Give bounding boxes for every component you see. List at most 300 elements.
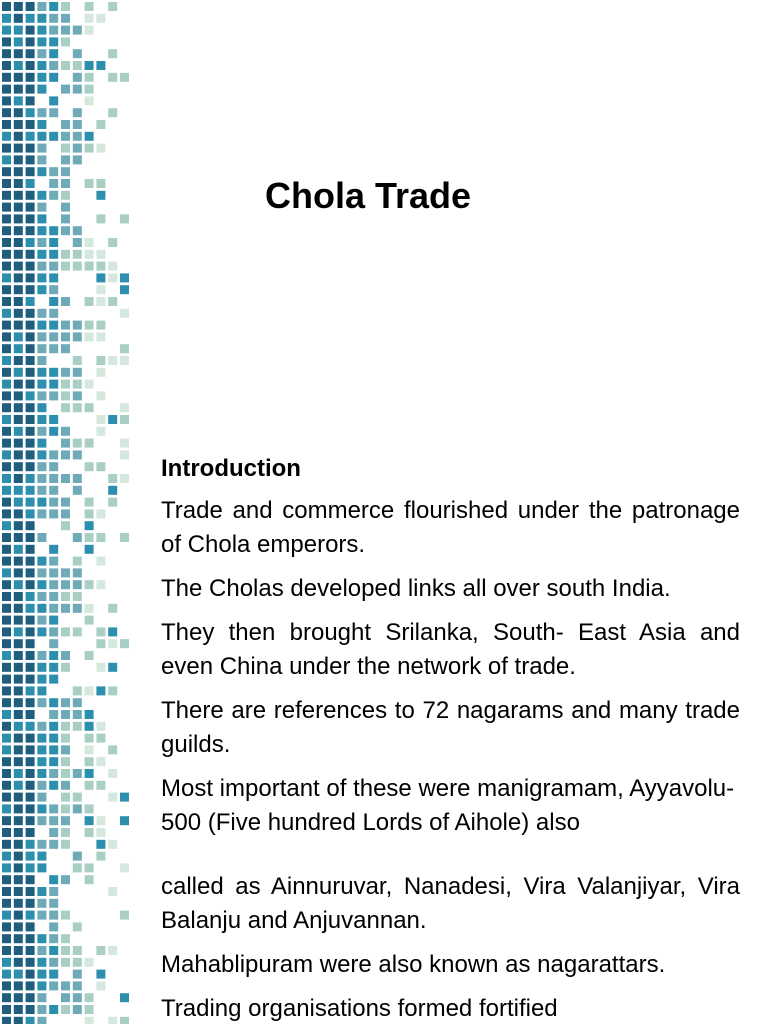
mosaic-tile xyxy=(2,498,11,507)
mosaic-tile xyxy=(61,993,70,1002)
mosaic-tile xyxy=(2,415,11,424)
mosaic-tile xyxy=(108,639,117,648)
mosaic-tile xyxy=(14,804,23,813)
mosaic-tile xyxy=(85,321,94,330)
mosaic-tile xyxy=(2,26,11,35)
mosaic-tile xyxy=(85,1005,94,1014)
mosaic-tile xyxy=(14,285,23,294)
mosaic-tile xyxy=(2,474,11,483)
mosaic-tile xyxy=(37,356,46,365)
mosaic-tile xyxy=(61,250,70,259)
mosaic-tile xyxy=(2,309,11,318)
mosaic-tile xyxy=(14,120,23,129)
mosaic-tile xyxy=(96,509,105,518)
mosaic-tile xyxy=(2,2,11,11)
mosaic-tile xyxy=(2,14,11,23)
mosaic-tile xyxy=(14,722,23,731)
mosaic-tile xyxy=(61,828,70,837)
mosaic-tile xyxy=(108,262,117,271)
mosaic-tile xyxy=(26,37,35,46)
mosaic-tile xyxy=(26,922,35,931)
mosaic-tile xyxy=(26,663,35,672)
mosaic-tile xyxy=(96,734,105,743)
mosaic-tile xyxy=(49,297,58,306)
mosaic-tile xyxy=(37,734,46,743)
mosaic-tile xyxy=(61,509,70,518)
mosaic-tile xyxy=(14,439,23,448)
mosaic-tile xyxy=(61,450,70,459)
mosaic-tile xyxy=(14,37,23,46)
mosaic-tile xyxy=(14,852,23,861)
mosaic-tile xyxy=(37,250,46,259)
mosaic-tile xyxy=(14,132,23,141)
mosaic-tile xyxy=(26,73,35,82)
mosaic-tile xyxy=(73,238,82,247)
mosaic-tile xyxy=(2,639,11,648)
mosaic-tile xyxy=(108,840,117,849)
mosaic-tile xyxy=(61,1005,70,1014)
mosaic-tile xyxy=(73,226,82,235)
mosaic-tile xyxy=(85,722,94,731)
mosaic-tile xyxy=(14,580,23,589)
mosaic-tile xyxy=(73,61,82,70)
mosaic-tile xyxy=(73,804,82,813)
mosaic-tile xyxy=(2,981,11,990)
mosaic-tile xyxy=(73,557,82,566)
mosaic-tile xyxy=(37,722,46,731)
mosaic-tile xyxy=(14,840,23,849)
mosaic-tile xyxy=(2,73,11,82)
mosaic-tile xyxy=(61,911,70,920)
mosaic-tile xyxy=(120,533,129,542)
mosaic-tile xyxy=(14,462,23,471)
mosaic-tile xyxy=(2,545,11,554)
mosaic-tile xyxy=(2,61,11,70)
mosaic-tile xyxy=(37,427,46,436)
mosaic-tile xyxy=(2,155,11,164)
slide-title: Chola Trade xyxy=(265,175,472,216)
mosaic-tile xyxy=(2,108,11,117)
mosaic-tile xyxy=(14,651,23,660)
mosaic-tile xyxy=(73,262,82,271)
mosaic-tile xyxy=(73,132,82,141)
mosaic-tile xyxy=(37,144,46,153)
mosaic-tile xyxy=(49,781,58,790)
mosaic-tile xyxy=(73,403,82,412)
mosaic-tile xyxy=(85,509,94,518)
mosaic-tile xyxy=(85,14,94,23)
mosaic-tile xyxy=(85,132,94,141)
mosaic-tile xyxy=(26,934,35,943)
mosaic-tile xyxy=(49,37,58,46)
mosaic-tile xyxy=(26,557,35,566)
mosaic-tile xyxy=(14,321,23,330)
mosaic-tile xyxy=(96,297,105,306)
mosaic-tile xyxy=(96,356,105,365)
mosaic-tile xyxy=(96,781,105,790)
mosaic-tile xyxy=(49,745,58,754)
mosaic-tile xyxy=(73,144,82,153)
mosaic-tile xyxy=(2,580,11,589)
mosaic-tile xyxy=(26,710,35,719)
mosaic-tile xyxy=(14,745,23,754)
mosaic-tile xyxy=(49,663,58,672)
mosaic-tile xyxy=(108,297,117,306)
mosaic-tile xyxy=(37,85,46,94)
mosaic-tile xyxy=(2,37,11,46)
mosaic-tile xyxy=(108,73,117,82)
mosaic-tile xyxy=(120,214,129,223)
mosaic-tile xyxy=(96,191,105,200)
mosaic-tile xyxy=(14,73,23,82)
mosaic-tile xyxy=(2,698,11,707)
mosaic-tile xyxy=(14,710,23,719)
mosaic-tile xyxy=(37,863,46,872)
mosaic-tile xyxy=(61,568,70,577)
mosaic-tile xyxy=(49,49,58,58)
mosaic-tile xyxy=(14,698,23,707)
mosaic-tile xyxy=(14,380,23,389)
mosaic-tile xyxy=(61,427,70,436)
mosaic-tile xyxy=(26,993,35,1002)
mosaic-tile xyxy=(26,191,35,200)
mosaic-tile xyxy=(26,840,35,849)
mosaic-tile xyxy=(14,922,23,931)
mosaic-tile xyxy=(14,970,23,979)
mosaic-tile xyxy=(85,616,94,625)
mosaic-tile xyxy=(37,14,46,23)
mosaic-tile xyxy=(14,108,23,117)
mosaic-tile xyxy=(96,627,105,636)
mosaic-tile xyxy=(26,238,35,247)
mosaic-tile xyxy=(96,970,105,979)
mosaic-tile xyxy=(37,911,46,920)
mosaic-tile xyxy=(61,592,70,601)
mosaic-tile xyxy=(61,875,70,884)
mosaic-tile xyxy=(61,722,70,731)
mosaic-tile xyxy=(49,816,58,825)
mosaic-tile xyxy=(49,73,58,82)
mosaic-tile xyxy=(2,887,11,896)
mosaic-tile xyxy=(2,946,11,955)
mosaic-tile xyxy=(2,427,11,436)
mosaic-tile xyxy=(26,793,35,802)
mosaic-tile xyxy=(85,604,94,613)
mosaic-tile xyxy=(61,262,70,271)
mosaic-tile xyxy=(73,568,82,577)
mosaic-tile xyxy=(85,238,94,247)
mosaic-tile xyxy=(85,757,94,766)
mosaic-tile xyxy=(85,804,94,813)
mosaic-tile xyxy=(2,816,11,825)
mosaic-tile xyxy=(61,521,70,530)
mosaic-tile xyxy=(2,663,11,672)
mosaic-tile xyxy=(2,958,11,967)
mosaic-tile xyxy=(37,49,46,58)
mosaic-tile xyxy=(14,592,23,601)
mosaic-tile xyxy=(14,498,23,507)
mosaic-tile xyxy=(49,651,58,660)
mosaic-tile xyxy=(14,934,23,943)
mosaic-tile xyxy=(37,155,46,164)
mosaic-tile xyxy=(37,616,46,625)
mosaic-tile xyxy=(37,804,46,813)
mosaic-tile xyxy=(26,403,35,412)
mosaic-tile xyxy=(61,203,70,212)
mosaic-tile xyxy=(61,380,70,389)
mosaic-tile xyxy=(120,863,129,872)
mosaic-tile xyxy=(37,852,46,861)
mosaic-tile xyxy=(61,439,70,448)
mosaic-tile xyxy=(96,262,105,271)
decorative-mosaic xyxy=(0,0,130,1024)
mosaic-tile xyxy=(73,686,82,695)
mosaic-tile xyxy=(26,769,35,778)
mosaic-tile xyxy=(37,557,46,566)
mosaic-tile xyxy=(26,686,35,695)
mosaic-tile xyxy=(37,368,46,377)
mosaic-tile xyxy=(37,415,46,424)
mosaic-tile xyxy=(61,734,70,743)
mosaic-tile xyxy=(73,852,82,861)
mosaic-tile xyxy=(26,981,35,990)
mosaic-tile xyxy=(37,793,46,802)
mosaic-tile xyxy=(14,474,23,483)
mosaic-tile xyxy=(26,946,35,955)
mosaic-tile xyxy=(26,651,35,660)
mosaic-tile xyxy=(85,580,94,589)
mosaic-tile xyxy=(85,781,94,790)
mosaic-tile xyxy=(26,568,35,577)
mosaic-tile xyxy=(2,167,11,176)
mosaic-tile xyxy=(61,710,70,719)
mosaic-tile xyxy=(85,262,94,271)
mosaic-tile xyxy=(73,120,82,129)
mosaic-tile xyxy=(26,852,35,861)
mosaic-tile xyxy=(73,793,82,802)
paragraph: Trade and commerce flourished under the patronage of Chola emperors. xyxy=(161,497,740,558)
mosaic-tile xyxy=(37,757,46,766)
mosaic-tile xyxy=(26,439,35,448)
mosaic-tile xyxy=(2,297,11,306)
mosaic-tile xyxy=(37,462,46,471)
mosaic-tile xyxy=(61,26,70,35)
mosaic-tile xyxy=(26,698,35,707)
mosaic-tile xyxy=(14,816,23,825)
mosaic-tile xyxy=(37,533,46,542)
mosaic-tile xyxy=(14,427,23,436)
mosaic-tile xyxy=(61,321,70,330)
mosaic-tile xyxy=(61,403,70,412)
mosaic-tile xyxy=(61,332,70,341)
mosaic-tile xyxy=(37,273,46,282)
mosaic-tile xyxy=(61,793,70,802)
mosaic-tile xyxy=(61,155,70,164)
mosaic-tile xyxy=(26,639,35,648)
mosaic-tile xyxy=(49,498,58,507)
mosaic-tile xyxy=(85,875,94,884)
mosaic-tile xyxy=(49,804,58,813)
mosaic-tile xyxy=(49,580,58,589)
mosaic-tile xyxy=(85,993,94,1002)
mosaic-tile xyxy=(26,96,35,105)
mosaic-tile xyxy=(85,958,94,967)
mosaic-tile xyxy=(96,533,105,542)
mosaic-tile xyxy=(14,875,23,884)
mosaic-tile xyxy=(26,14,35,23)
mosaic-tile xyxy=(85,61,94,70)
mosaic-tile xyxy=(73,533,82,542)
mosaic-tile xyxy=(61,179,70,188)
mosaic-tile xyxy=(2,993,11,1002)
mosaic-tile xyxy=(85,26,94,35)
mosaic-tile xyxy=(96,321,105,330)
mosaic-tile xyxy=(96,816,105,825)
mosaic-tile xyxy=(26,61,35,70)
mosaic-tile xyxy=(14,663,23,672)
mosaic-tile xyxy=(96,757,105,766)
mosaic-tile xyxy=(26,179,35,188)
mosaic-tile xyxy=(14,675,23,684)
mosaic-tile xyxy=(14,344,23,353)
mosaic-tile xyxy=(85,332,94,341)
mosaic-tile xyxy=(49,262,58,271)
mosaic-tile xyxy=(37,1005,46,1014)
mosaic-tile xyxy=(120,415,129,424)
mosaic-tile xyxy=(49,734,58,743)
mosaic-tile xyxy=(120,285,129,294)
mosaic-tile xyxy=(85,96,94,105)
mosaic-tile xyxy=(14,686,23,695)
mosaic-tile xyxy=(37,946,46,955)
mosaic-tile xyxy=(26,958,35,967)
mosaic-tile xyxy=(61,132,70,141)
mosaic-tile xyxy=(85,85,94,94)
mosaic-tile xyxy=(2,462,11,471)
mosaic-tile xyxy=(108,49,117,58)
mosaic-tile xyxy=(14,273,23,282)
mosaic-tile xyxy=(2,96,11,105)
mosaic-tile xyxy=(85,144,94,153)
mosaic-tile xyxy=(14,26,23,35)
mosaic-tile xyxy=(26,545,35,554)
mosaic-tile xyxy=(2,781,11,790)
mosaic-tile xyxy=(37,580,46,589)
mosaic-tile xyxy=(49,462,58,471)
mosaic-tile xyxy=(26,533,35,542)
mosaic-tile xyxy=(108,745,117,754)
mosaic-tile xyxy=(14,155,23,164)
mosaic-tile xyxy=(85,533,94,542)
mosaic-tile xyxy=(108,415,117,424)
mosaic-tile xyxy=(73,391,82,400)
mosaic-tile xyxy=(37,61,46,70)
mosaic-tile xyxy=(26,380,35,389)
mosaic-tile xyxy=(85,73,94,82)
mosaic-tile xyxy=(37,958,46,967)
mosaic-tile xyxy=(37,203,46,212)
mosaic-tile xyxy=(96,840,105,849)
mosaic-tile xyxy=(73,250,82,259)
mosaic-tile xyxy=(49,380,58,389)
mosaic-tile xyxy=(108,273,117,282)
mosaic-tile xyxy=(26,521,35,530)
mosaic-tile xyxy=(61,604,70,613)
mosaic-tile xyxy=(49,285,58,294)
mosaic-tile xyxy=(14,828,23,837)
mosaic-tile xyxy=(61,144,70,153)
mosaic-tile xyxy=(2,568,11,577)
paragraph: Most important of these were manigramam, Ayyavolu-500 (Five hundred Lords of Aihole) also xyxy=(161,775,735,836)
mosaic-tile xyxy=(14,887,23,896)
mosaic-tile xyxy=(2,627,11,636)
mosaic-tile xyxy=(61,804,70,813)
mosaic-tile xyxy=(2,238,11,247)
mosaic-tile xyxy=(73,439,82,448)
mosaic-tile xyxy=(49,875,58,884)
mosaic-tile xyxy=(14,332,23,341)
mosaic-tile xyxy=(61,769,70,778)
mosaic-tile xyxy=(37,781,46,790)
mosaic-tile xyxy=(49,332,58,341)
mosaic-tile xyxy=(61,474,70,483)
section-heading: Introduction xyxy=(161,455,301,482)
mosaic-tile xyxy=(14,486,23,495)
mosaic-tile xyxy=(2,509,11,518)
mosaic-tile xyxy=(73,332,82,341)
mosaic-tile xyxy=(37,769,46,778)
mosaic-tile xyxy=(108,627,117,636)
mosaic-tile xyxy=(73,380,82,389)
mosaic-tile xyxy=(73,580,82,589)
mosaic-tile xyxy=(26,262,35,271)
slide-body xyxy=(161,452,740,1024)
mosaic-tile xyxy=(61,627,70,636)
mosaic-tile xyxy=(2,273,11,282)
mosaic-tile xyxy=(85,545,94,554)
mosaic-tile xyxy=(26,2,35,11)
mosaic-tile xyxy=(26,486,35,495)
mosaic-tile xyxy=(61,391,70,400)
mosaic-tile xyxy=(49,627,58,636)
mosaic-tile xyxy=(26,1017,35,1024)
mosaic-tile xyxy=(120,344,129,353)
mosaic-tile xyxy=(37,498,46,507)
mosaic-tile xyxy=(14,391,23,400)
mosaic-tile xyxy=(26,509,35,518)
mosaic-tile xyxy=(2,745,11,754)
mosaic-tile xyxy=(14,734,23,743)
mosaic-tile xyxy=(108,1017,117,1024)
mosaic-tile xyxy=(61,191,70,200)
mosaic-tile xyxy=(37,108,46,117)
mosaic-tile xyxy=(96,462,105,471)
mosaic-tile xyxy=(37,167,46,176)
mosaic-tile xyxy=(26,604,35,613)
mosaic-tile xyxy=(96,415,105,424)
mosaic-tile xyxy=(85,710,94,719)
mosaic-tile xyxy=(85,521,94,530)
mosaic-tile xyxy=(49,899,58,908)
mosaic-tile xyxy=(14,545,23,554)
mosaic-tile xyxy=(37,899,46,908)
mosaic-tile xyxy=(37,391,46,400)
mosaic-tile xyxy=(49,191,58,200)
mosaic-tile xyxy=(49,226,58,235)
mosaic-tile xyxy=(37,120,46,129)
mosaic-tile xyxy=(120,793,129,802)
mosaic-tile xyxy=(2,675,11,684)
